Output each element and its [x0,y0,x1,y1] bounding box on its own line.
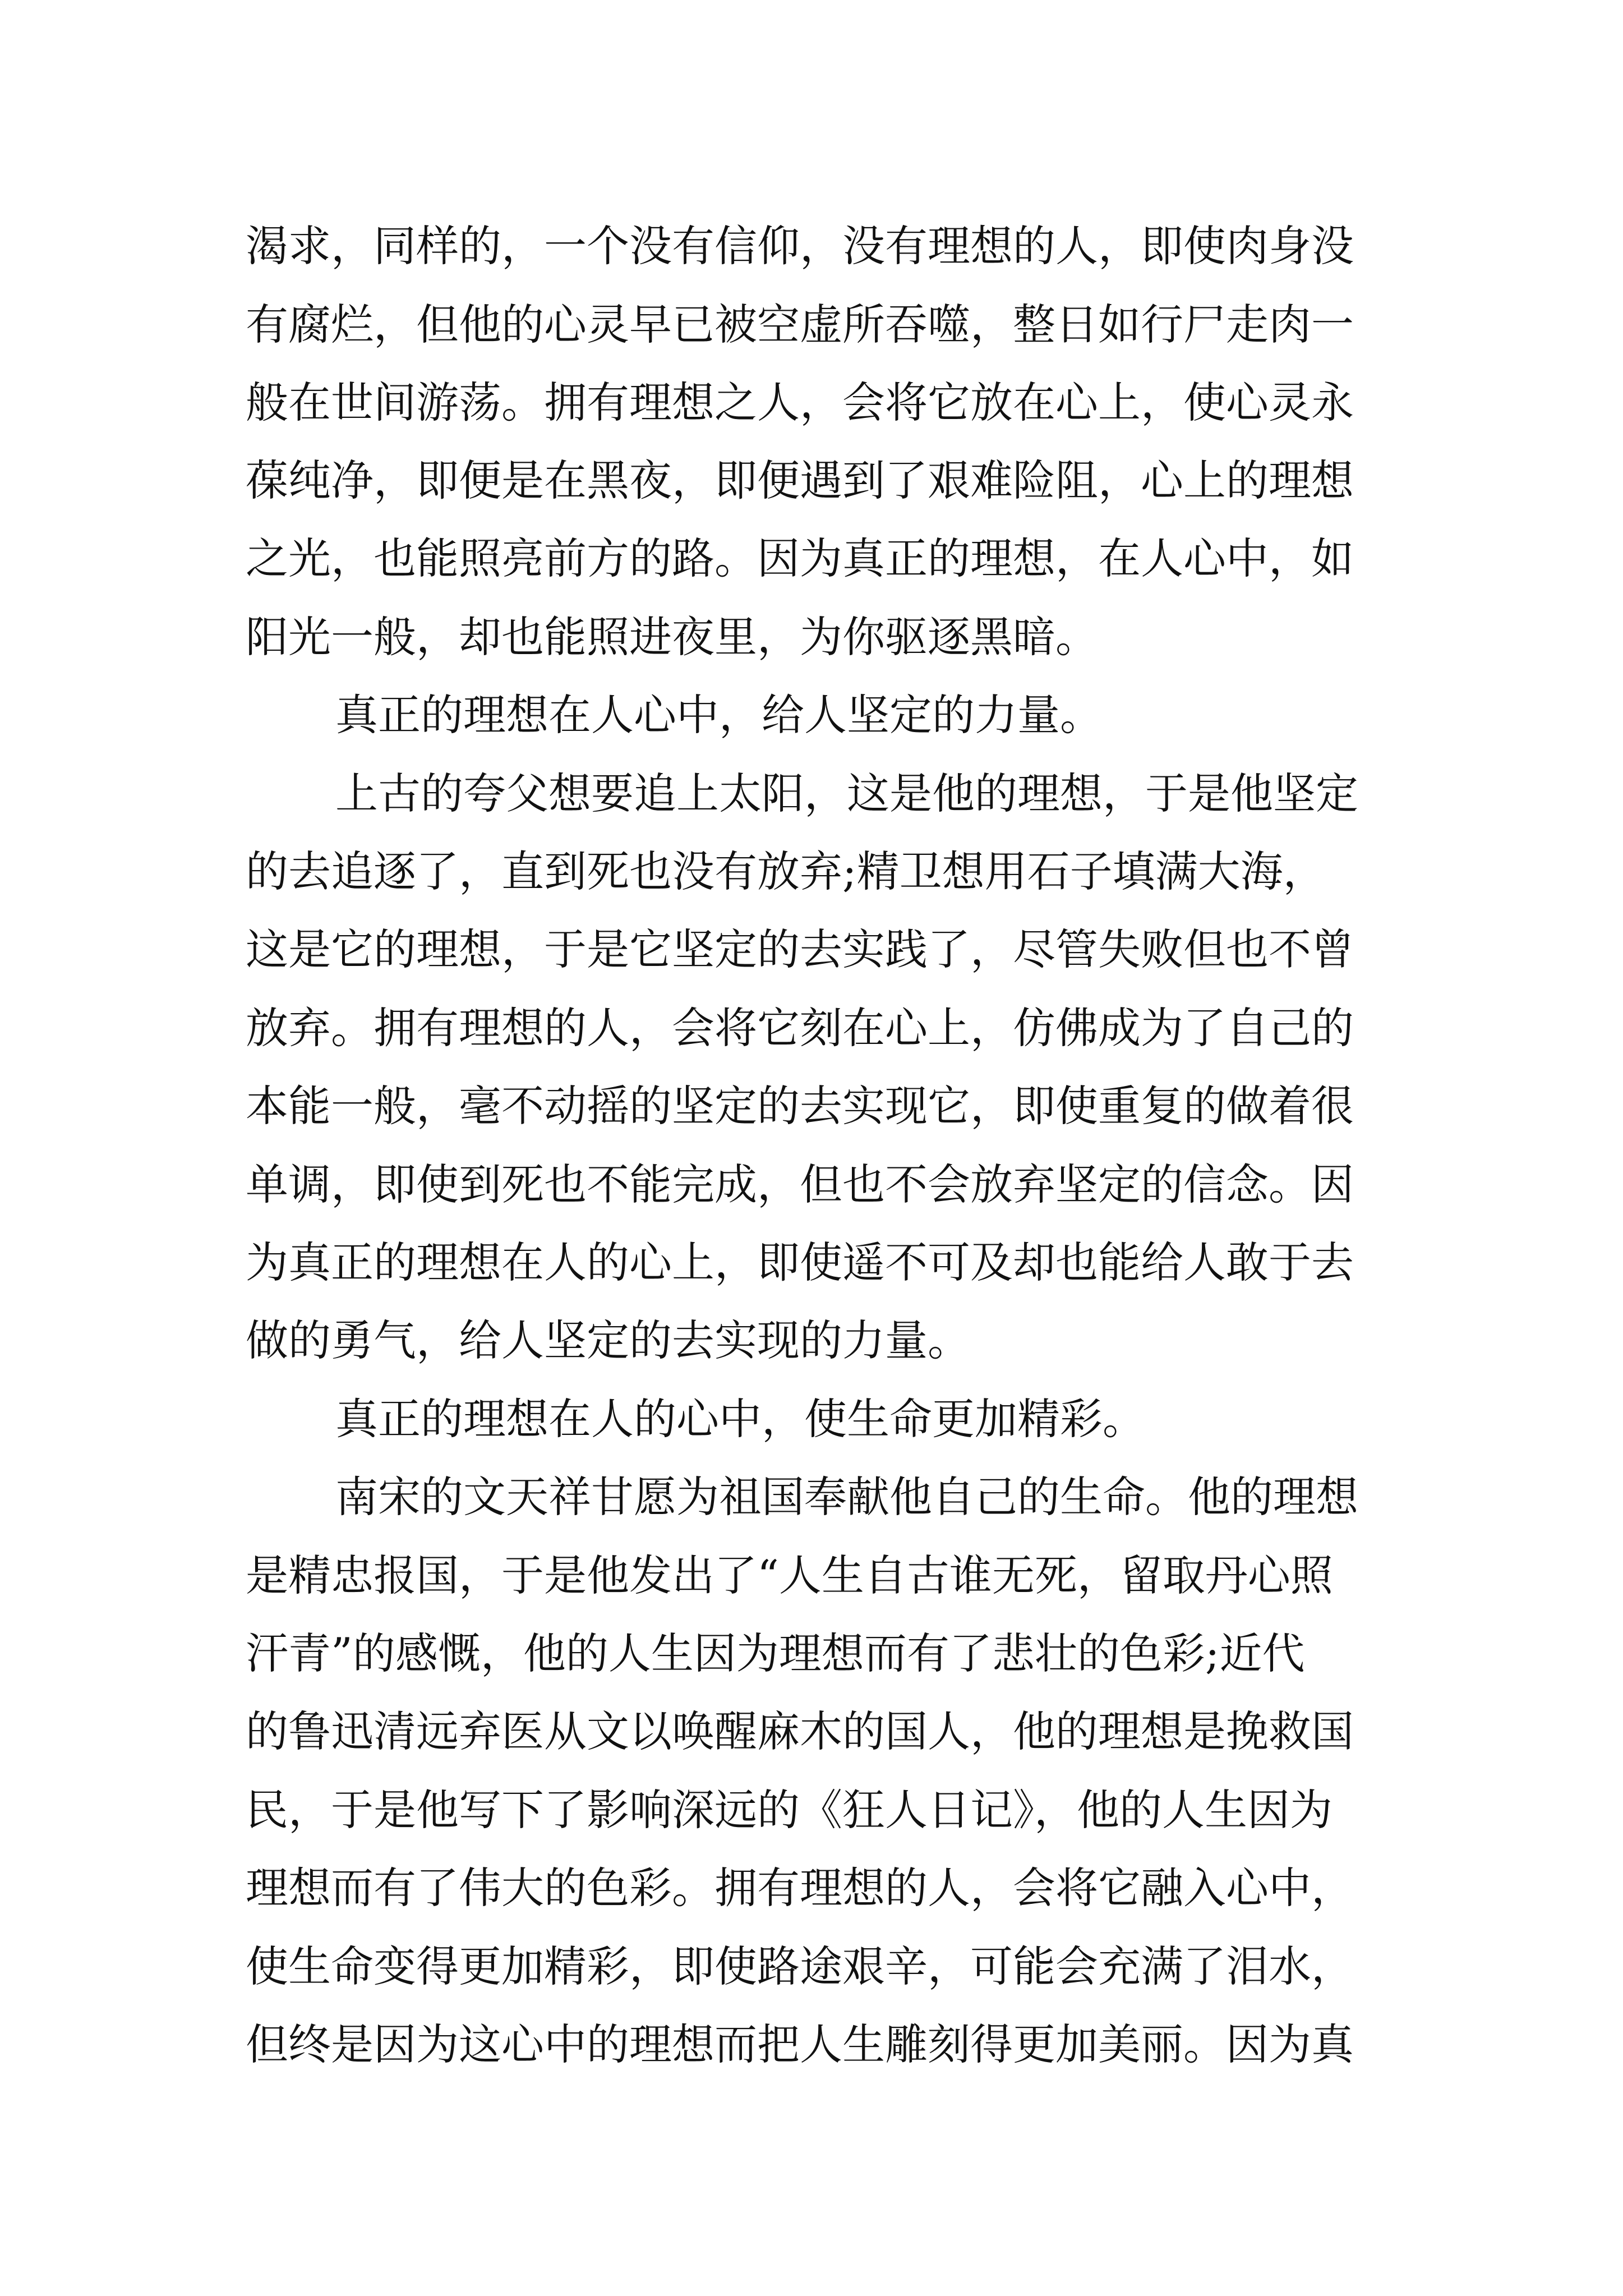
text-line [0,832,1623,911]
text-line-content: 这是它的理想，于是它坚定的去实践了，尽管失败但也不曾 [246,924,1354,974]
text-line [0,1067,1623,1145]
text-line [0,1301,1623,1380]
paragraph-heading [0,676,1623,754]
text-line-content: 之光，也能照亮前方的路。因为真正的理想，在人心中，如 [246,533,1354,583]
text-line-content: 做的勇气，给人坚定的去实现的力量。 [246,1315,970,1365]
text-line [0,598,1623,677]
text-line-content: 使生命变得更加精彩，即使路途艰辛，可能会充满了泪水， [246,1941,1354,1991]
text-line [0,1692,1623,1771]
paragraph-heading [0,1380,1623,1458]
text-line [0,1849,1623,1927]
text-line-content: 真正的理想在人的心中，使生命更加精彩。 [335,1394,1145,1444]
text-line-content: 汗青”的感慨，他的人生因为理想而有了悲壮的色彩;近代 [246,1628,1305,1678]
text-line [0,519,1623,598]
text-line-content: 的去追逐了，直到死也没有放弃;精卫想用石子填满大海， [246,846,1326,896]
text-line [0,1145,1623,1224]
paragraph-first-line [0,1458,1623,1536]
text-line [0,1771,1623,1849]
text-line [0,1536,1623,1615]
text-line [0,1614,1623,1693]
text-line-content: 为真正的理想在人的心上，即使遥不可及却也能给人敢于去 [246,1237,1354,1287]
text-line-content: 单调，即使到死也不能完成，但也不会放弃坚定的信念。因 [246,1159,1354,1209]
paragraph-first-line [0,754,1623,833]
text-line-content: 般在世间游荡。拥有理想之人，会将它放在心上，使心灵永 [246,378,1354,427]
text-line [0,207,1623,286]
text-line [0,1927,1623,2006]
text-line [0,2005,1623,2084]
text-line [0,286,1623,364]
text-line [0,910,1623,989]
text-line [0,989,1623,1068]
text-line-content: 阳光一般，却也能照进夜里，为你驱逐黑暗。 [246,612,1098,662]
text-line-content: 理想而有了伟大的色彩。拥有理想的人，会将它融入心中， [246,1863,1354,1913]
text-line-content: 是精忠报国，于是他发出了“人生自古谁无死，留取丹心照 [246,1550,1333,1600]
text-line [0,441,1623,520]
text-line-content: 放弃。拥有理想的人，会将它刻在心上，仿佛成为了自己的 [246,1003,1354,1053]
text-line-content: 葆纯净，即便是在黑夜，即便遇到了艰难险阻，心上的理想 [246,455,1354,505]
text-line-content: 上古的夸父想要追上太阳，这是他的理想，于是他坚定 [335,769,1358,818]
text-line-content: 南宋的文天祥甘愿为祖国奉献他自己的生命。他的理想 [335,1472,1358,1522]
text-line-content: 民，于是他写下了影响深远的《狂人日记》，他的人生因为 [246,1785,1332,1835]
text-line-content: 有腐烂，但他的心灵早已被空虚所吞噬，整日如行尸走肉一 [246,300,1354,349]
text-line-content: 的鲁迅清远弃医从文以唤醒麻木的国人，他的理想是挽救国 [246,1706,1354,1756]
text-line [0,1223,1623,1302]
text-line-content: 渴求，同样的，一个没有信仰，没有理想的人，即使肉身没 [246,221,1354,271]
text-line-content: 但终是因为这心中的理想而把人生雕刻得更加美丽。因为真 [246,2019,1354,2069]
text-line [0,364,1623,442]
text-line-content: 本能一般，毫不动摇的坚定的去实现它，即使重复的做着很 [246,1081,1354,1131]
text-line-content: 真正的理想在人心中，给人坚定的力量。 [335,690,1103,740]
